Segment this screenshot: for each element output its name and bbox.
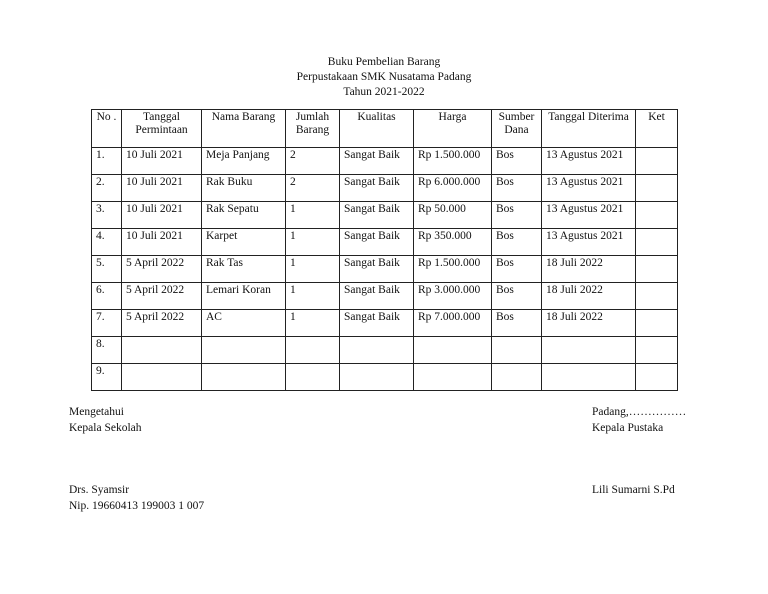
table-cell: Sangat Baik <box>340 202 414 229</box>
table-cell: Bos <box>492 175 542 202</box>
table-cell <box>340 364 414 391</box>
table-cell: Lemari Koran <box>202 283 286 310</box>
table-cell: Sangat Baik <box>340 310 414 337</box>
table-cell: 9. <box>92 364 122 391</box>
table-cell: Rp 1.500.000 <box>414 148 492 175</box>
title-line-2: Perpustakaan SMK Nusatama Padang <box>296 71 472 83</box>
table-cell: 5 April 2022 <box>122 256 202 283</box>
table-cell: Rp 50.000 <box>414 202 492 229</box>
title-line-3: Tahun 2021-2022 <box>343 86 425 98</box>
table-cell: Sangat Baik <box>340 148 414 175</box>
table-cell: 18 Juli 2022 <box>542 310 636 337</box>
table-row <box>92 283 678 310</box>
table-cell: Sangat Baik <box>340 283 414 310</box>
table-cell: 2 <box>286 175 340 202</box>
left-signature-block <box>69 404 142 436</box>
table-cell <box>636 202 678 229</box>
table-cell: 2 <box>286 148 340 175</box>
table-row <box>92 229 678 256</box>
column-header: Nama Barang <box>202 110 286 148</box>
table-cell <box>122 364 202 391</box>
table-cell <box>542 364 636 391</box>
table-cell <box>636 256 678 283</box>
table-cell <box>636 364 678 391</box>
table-cell <box>492 364 542 391</box>
table-cell: 5 April 2022 <box>122 310 202 337</box>
table-cell <box>202 337 286 364</box>
table-cell: 1 <box>286 283 340 310</box>
table-cell <box>414 337 492 364</box>
table-cell: Rak Buku <box>202 175 286 202</box>
table-cell <box>542 337 636 364</box>
librarian-title: Kepala Pustaka <box>592 422 664 434</box>
principal-title: Kepala Sekolah <box>69 422 142 434</box>
table-cell: Bos <box>492 148 542 175</box>
table-cell: Rp 7.000.000 <box>414 310 492 337</box>
table-cell: Bos <box>492 310 542 337</box>
column-header: Jumlah Barang <box>286 110 340 148</box>
table-cell <box>636 283 678 310</box>
table-cell: Bos <box>492 229 542 256</box>
table-cell: Bos <box>492 202 542 229</box>
place-date-line: Padang,…………… <box>592 406 687 418</box>
table-cell: Bos <box>492 256 542 283</box>
table-row <box>92 148 678 175</box>
table-cell: Rp 350.000 <box>414 229 492 256</box>
column-header: Ket <box>636 110 678 148</box>
table-cell: Rp 3.000.000 <box>414 283 492 310</box>
table-row <box>92 202 678 229</box>
table-cell: 8. <box>92 337 122 364</box>
table-cell: 1. <box>92 148 122 175</box>
table-cell: 10 Juli 2021 <box>122 229 202 256</box>
table-cell <box>122 337 202 364</box>
table-cell: Sangat Baik <box>340 256 414 283</box>
acknowledged-label: Mengetahui <box>69 406 124 418</box>
table-cell <box>636 148 678 175</box>
title-line-1: Buku Pembelian Barang <box>327 56 441 68</box>
table-cell: Sangat Baik <box>340 175 414 202</box>
table-cell: Bos <box>492 283 542 310</box>
column-header: No . <box>92 110 122 148</box>
table-cell: 1 <box>286 256 340 283</box>
table-cell <box>636 175 678 202</box>
table-cell <box>636 229 678 256</box>
table-cell <box>492 337 542 364</box>
purchase-table <box>91 109 678 391</box>
column-header: Sumber Dana <box>492 110 542 148</box>
table-cell: 5. <box>92 256 122 283</box>
table-cell: 7. <box>92 310 122 337</box>
column-header: Harga <box>414 110 492 148</box>
left-signer <box>69 482 204 514</box>
table-cell: 13 Agustus 2021 <box>542 148 636 175</box>
column-header: Kualitas <box>340 110 414 148</box>
table-row <box>92 256 678 283</box>
table-cell: Rp 6.000.000 <box>414 175 492 202</box>
table-cell: 1 <box>286 229 340 256</box>
column-header: Tanggal Permintaan <box>122 110 202 148</box>
librarian-name: Lili Sumarni S.Pd <box>592 484 675 496</box>
table-cell: Rak Tas <box>202 256 286 283</box>
table-cell: Rak Sepatu <box>202 202 286 229</box>
column-header: Tanggal Diterima <box>542 110 636 148</box>
table-cell: 1 <box>286 310 340 337</box>
table-cell: 4. <box>92 229 122 256</box>
table-cell: 6. <box>92 283 122 310</box>
table-cell: Meja Panjang <box>202 148 286 175</box>
table-row <box>92 310 678 337</box>
table-cell: 13 Agustus 2021 <box>542 229 636 256</box>
table-cell: AC <box>202 310 286 337</box>
table-cell: 13 Agustus 2021 <box>542 175 636 202</box>
right-signature-block <box>592 404 686 436</box>
document-title <box>0 55 768 100</box>
table-row <box>92 337 678 364</box>
table-cell <box>340 337 414 364</box>
table-cell: 10 Juli 2021 <box>122 202 202 229</box>
table-cell: 18 Juli 2022 <box>542 283 636 310</box>
table-cell <box>636 310 678 337</box>
table-cell <box>414 364 492 391</box>
table-cell: Sangat Baik <box>340 229 414 256</box>
table-cell: 10 Juli 2021 <box>122 148 202 175</box>
principal-name: Drs. Syamsir <box>69 484 130 496</box>
table-row <box>92 175 678 202</box>
table-cell <box>286 364 340 391</box>
table-cell: Karpet <box>202 229 286 256</box>
table-cell: 2. <box>92 175 122 202</box>
table-row <box>92 364 678 391</box>
table-cell: 18 Juli 2022 <box>542 256 636 283</box>
table-cell: 13 Agustus 2021 <box>542 202 636 229</box>
table-cell: 1 <box>286 202 340 229</box>
right-signer <box>592 482 675 498</box>
table-cell: Rp 1.500.000 <box>414 256 492 283</box>
table-cell: 10 Juli 2021 <box>122 175 202 202</box>
table-header-row <box>92 110 678 148</box>
table-cell <box>202 364 286 391</box>
principal-nip: Nip. 19660413 199003 1 007 <box>69 500 205 512</box>
table-cell <box>636 337 678 364</box>
table-cell: 3. <box>92 202 122 229</box>
table-cell: 5 April 2022 <box>122 283 202 310</box>
table-cell <box>286 337 340 364</box>
